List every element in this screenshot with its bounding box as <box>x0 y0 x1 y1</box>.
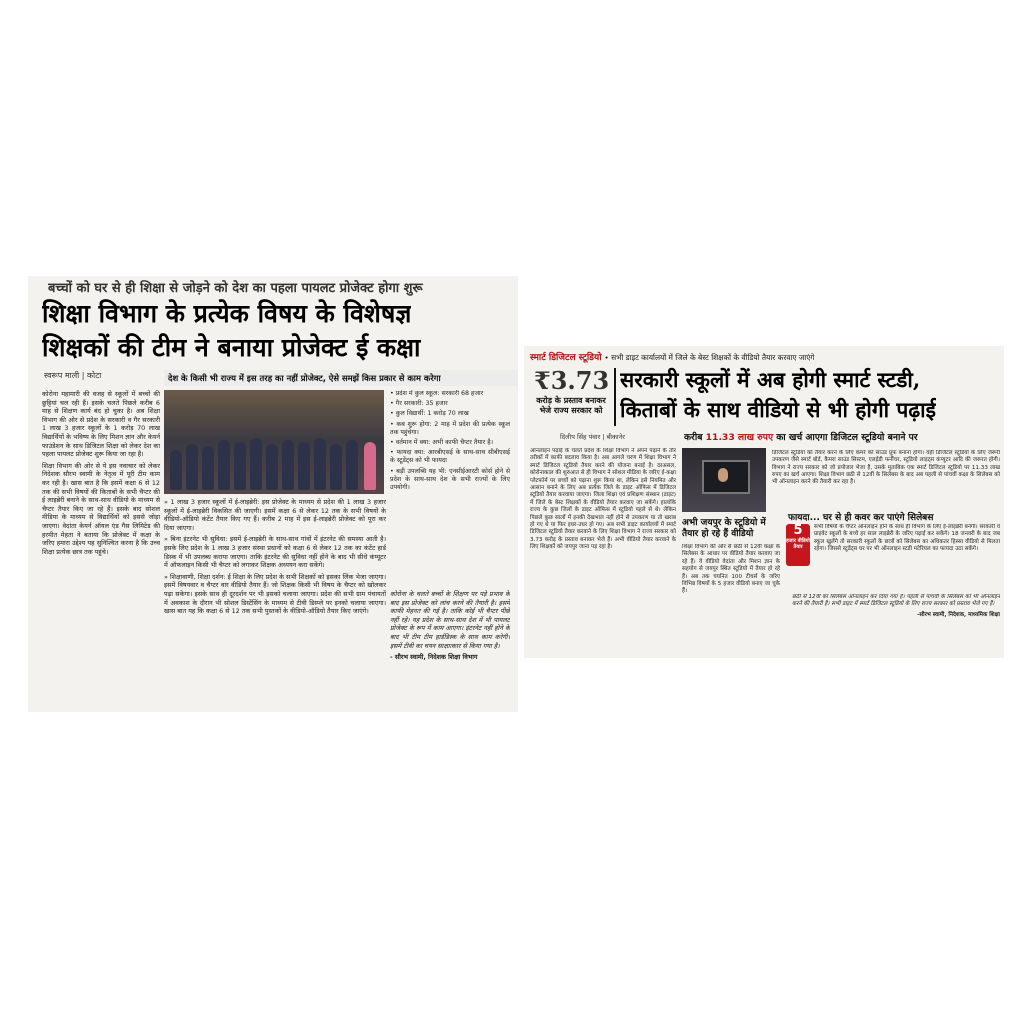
left-subhead: देश के किसी भी राज्य में इस तरह का नहीं प्रोजेक्ट, ऐसे समझें किस प्रकार से काम करेगा <box>164 370 518 386</box>
right-tag-text: • सभी डाइट कार्यालयों में जिले के बेस्ट शिक्षकों के वीडियो तैयार करवाए जाएंगे <box>604 353 815 362</box>
studio-photo <box>682 448 766 512</box>
right-amount: ₹3.73 <box>534 366 610 395</box>
right-subhead <box>684 429 1000 447</box>
right-tag: स्मार्ट डिजिटल स्टूडियो <box>530 353 602 363</box>
left-news-clipping <box>28 276 518 712</box>
right-subhead-post: का खर्च आएगा डिजिटल स्टूडियो बनाने पर <box>776 432 918 443</box>
sidebar-item: • बड़ी उपलब्धि यह भी: एनसीईआरटी कोर्स होने से प्रदेश के साथ-साथ देश के सभी राज्यों के लिए उपयोगी। <box>390 467 510 492</box>
sidebar-item: • वर्तमान में क्या: अभी काफी चैप्टर तैयार है। <box>390 439 493 447</box>
left-quote: कोरोना के चलते बच्चों के शिक्षण पर पड़े प्रभाव के बाद इस प्रोजेक्ट को लांच करने की तैयारी है। इसमें काफी मेहनत की गई है। ताकि कोई भी चैप्टर पीछे नहीं रहे। यह प्रदेश के साथ-साथ देश में भी पायलट प्रोजेक्ट के रूप में काम आएगा। इंटरनेट नहीं होने के बाद भी टीम टीम हार्डडिस्क के साथ काम करेगी। इसमें टीवी का चयन साक्षात्कार से किया गया है। <box>390 590 510 650</box>
right-subhead-amount: 11.33 लाख रुपए <box>705 432 774 443</box>
right-column-1: ऑनलाइन पढ़ाई के चलते प्रदेश के शिक्षा विभाग ने अपने पढ़ाने के तौर तरीकों में काफी बदलाव किया है। अब आगले चरण में शिक्षा विभाग ने स्मार्ट डिजिटल स्टूडियो तैयार करने की योजना बनाई है। दरअसल, कोरोनाकाल की शुरुआत से ही विभाग ने सोशल मीडिया के जरिए ई-कक्षा प्लेटफॉर्म पर बच्चों को पढ़ाना शुरू किया था, लेकिन इसे नियमित और आसान बनाने के लिए अब प्रत्येक जिले के डाइट ऑफिस में डिजिटल स्टूडियो तैयार करवाया जाएगा। जिला शिक्षा एवं प्रशिक्षण संस्थान (डाइट) में जिले के बेस्ट शिक्षकों के वीडियो तैयार करवाए जा सकेंगे। हालांकि राज्य के कुछ जिलों के डाइट ऑफिस में स्टूडियो पहले से थे। लेकिन पिछले कुछ सालों में इनकी देखभाल नहीं होने से उपकरण या तो खराब हो गए थे या फिर इधर-उधर हो गए। अब सभी डाइट कार्यालयों में स्मार्ट डिजिटल स्टूडियो तैयार करवाने के लिए शिक्षा विभाग ने राज्य सरकार को 3.73 करोड़ के प्रस्ताव बनाकर भेजे हैं। अभी वीडियो तैयार करवाने के लिए शिक्षकों को जयपुर जाना पड़ रहा है। <box>530 448 676 551</box>
right-headline-line2: किताबों के साथ वीडियो से भी होगी पढ़ाई <box>620 397 936 422</box>
sidebar-item: • फायदा क्या: आरबीएसई के साथ-साथ सीबीएसई के स्टूडेंट्स को भी फायदा <box>390 449 510 465</box>
left-quote-author: - सौरभ स्वामी, निदेशक शिक्षा विभाग <box>390 653 478 662</box>
right-news-clipping <box>524 346 1004 658</box>
right-byline: दिलीप सिंह पंवार | बीकानेर <box>560 433 625 441</box>
left-col1-paragraph: कोरोना महामारी की वजह से स्कूलों में बच्चों की छुट्टियां चल रही हैं। इसके चलते पिछले करीब 6 माह से शिक्षण कार्य बंद हो चुका है। अब शिक्षा विभाग की ओर से प्रदेश के सरकारी व गैर सरकारी 1 लाख 3 हजार स्कूलों के 1 करोड़ 70 लाख विद्यार्थियों के भविष्य के लिए मिशन ज्ञान और केयर्न फाउंडेशन के साथ डिजिटल शिक्षा को लेकर देश का पहला पायलट प्रोजेक्ट शुरू किया जा रहा है। <box>42 390 160 459</box>
left-kicker: बच्चों को घर से ही शिक्षा से जोड़ने को देश का पहला पायलट प्रोजेक्ट होगा शुरू <box>48 281 423 296</box>
left-column-1 <box>42 390 160 712</box>
badge-caption: हजार वीडियो तैयार <box>786 538 810 550</box>
left-headline-line1: शिक्षा विभाग के प्रत्येक विषय के विशेषज्ञ <box>42 299 412 328</box>
right-top-paragraph: डिजिटल स्टूडियो को तैयार करने के लिए कमरे को साउंड प्रूफ बनाना होगा। वहीं डिजिटल स्टूडियो के लिए जरूरी उपकरण जैसे स्मार्ट बोर्ड, कैमरा साउंड सिस्टम, एलईडी फर्नीचर, स्टूडियो लाइट्स कंप्यूटर आदि की जरूरत होगी। विभाग ने राज्य सरकार को जो प्रपोजल भेजा है, उसके मुताबिक एक स्मार्ट डिजिटल स्टूडियो पर 11.33 लाख रुपए का खर्च आएगा। शिक्षा विभाग छठी से 12वीं के सिलेबस के बाद अब पहली से पांचवीं कक्षा के सिलेबस को भी ऑनलाइन करने की तैयारी कर रहा है। <box>772 450 1000 486</box>
sidebar-item: • कब शुरू होगा: 2 माह में प्रदेश की प्रत्येक स्कूल तक पहुंचेगा। <box>390 420 510 436</box>
sidebar-item: • प्रदेश में कुल स्कूल: सरकारी 68 हजार <box>390 390 484 397</box>
badge-number: 5 <box>793 523 803 538</box>
left-sidebar <box>390 390 510 586</box>
left-quote-box <box>390 590 510 712</box>
left-mid-paragraph: » शिक्षावाणी, शिक्षा दर्शन: ई शिक्षा के लिए प्रदेश के सभी शिक्षकों को इसका लिंक भेजा जाएगा। इसमें विषयवार व चैप्टर वार वीडियो तैयार हैं। जो शिक्षक किसी भी विषय के चैप्टर को खोलकर पढ़ा सकेगा। इसके साथ ही दूरदर्शन पर भी इसको चलाया जाएगा। प्रदेश की सभी ग्राम पंचायतों में अवकाश के दौरान भी सोशल डिस्टेंसिंग के माध्यम से टीवी डिस्प्ले पर इनको चलाया जाएगा। खास बात यह कि कक्षा 6 से 12 तक सभी पुस्तकों के वीडियो-ऑडियो तैयार किए जाएंगे। <box>164 572 386 616</box>
right-quote-author: -सौरभ स्वामी, निदेशक, माध्यमिक शिक्षा <box>917 611 1000 618</box>
right-headline-line1: सरकारी स्कूलों में अब होगी स्मार्ट स्टडी, <box>620 367 921 392</box>
videos-badge <box>786 524 810 566</box>
left-column-mid <box>164 498 386 712</box>
team-photo <box>164 390 384 494</box>
right-quote: छठी से 12वीं का सिलेबस ऑनलाइन कर दिया गया है। पहली से पांचवीं के सिलेबस को भी ऑनलाइन करने की तैयारी है। सभी डाइट में स्मार्ट डिजिटल स्टूडियो के लिए राज्य सरकार को प्रस्ताव भेजे गए हैं। <box>792 594 1000 608</box>
right-quote-box <box>792 594 1000 650</box>
left-col1-paragraph: शिक्षा विभाग की ओर से ये इस नवाचार को लेकर निदेशक सौरभ स्वामी के नेतृत्व में पूरी टीम काम कर रही है। खास बात है कि इसमें कक्षा 6 से 12 तक की सभी विषयों की किताबों के सभी चैप्टर की ई लाइब्रेरी बनाने के साथ-साथ वीडियो के माध्यम से चैप्टर तैयार किए जा रहे हैं। इसके बाद सोशल मीडिया के माध्यम से विद्यार्थियों को इससे जोड़ा जाएगा। वेदांता केयर्न ऑयल एंड गैस लिमिटेड की हरमीत मेहता ने बताया कि प्रोजेक्ट में कक्षा के जरिए हमारा उद्देश्य यह सुनिश्चित करना है कि उच्च शिक्षा प्रत्येक छात्र तक पहुंचे। <box>42 461 160 556</box>
left-mid-paragraph: » बिना इंटरनेट भी सुविधा: इसमें ई-लाइब्रेरी के साथ-साथ गांवों में इंटरनेट की समस्या आती है। इसके लिए प्रदेश के 1 लाख 3 हजार संस्था प्रधानों को कक्षा 6 से लेकर 12 तक का कंटेंट हार्ड डिस्क में भी उपलब्ध कराया जाएगा। ताकि इंटरनेट की सुविधा नहीं होने के बाद भी सीधे कंप्यूटर में ऑफलाइन किसी भी चैप्टर को लगाकर शिक्षक अध्ययन करा सकेंगे। <box>164 535 386 570</box>
fayda-body: सभी विषयों के चैप्टर ऑनलाइन होने के साथ ही विभाग के लिए ई-लाइब्रेरी बनेगी। सरकारी व प्राइवेट स्कूलों के बच्चे हर साल लाइब्रेरी के जरिए पढ़ाई कर सकेंगे। 18 जनवरी के बाद जब स्कूल खुलेंगे तो सरकारी स्कूलों के छात्रों को सिलेबस का अधिकतर हिस्सा वीडियो से मिलता रहेगा। जिससे स्टूडेंट्स घर पर भी ऑनलाइन स्टडी मटेरियल का फायदा उठा सकेंगे। <box>814 524 1000 552</box>
jaipur-body: शिक्षा विभाग की ओर से छठी से 12वीं कक्षा के सिलेबस के आधार पर वीडियो तैयार करवाए जा रहे हैं। ये वीडियो वेदांता और मिशन ज्ञान के सहयोग से जयपुर स्थित स्टूडियो में तैयार हो रहे हैं। अब तक चयनित 100 टीचर्स के जरिए विभिन्न विषयों के 5 हजार वीडियो बनाए जा चुके हैं। <box>682 544 780 595</box>
sidebar-item: • कुल विद्यार्थी: 1 करोड़ 70 लाख <box>390 410 469 418</box>
left-mid-paragraph: » 1 लाख 3 हजार स्कूलों में ई-लाइब्रेरी: इस प्रोजेक्ट के माध्यम से प्रदेश की 1 लाख 3 हजार स्कूलों में ई-लाइब्रेरी विकसित की जाएगी। इसमें कक्षा 6 से लेकर 12 तक के सभी विषयों के वीडियो-ऑडियो कंटेंट तैयार किए गए हैं। करीब 2 माह में इस ई-लाइब्रेरी प्रोजेक्ट को पूरा कर दिया जाएगा। <box>164 498 386 532</box>
left-headline-line2: शिक्षकों की टीम ने बनाया प्रोजेक्ट ई कक्षा <box>42 333 421 362</box>
sidebar-item: • गैर सरकारी: 35 हजार <box>390 400 448 408</box>
fayda-heading: फायदा... घर से ही कवर कर पाएंगे सिलेबस <box>788 513 934 523</box>
jaipur-heading: अभी जयपुर के स्टूडियो में तैयार हो रहे हैं वीडियो <box>682 518 766 539</box>
presenter-figure <box>718 468 728 482</box>
left-byline: स्वरूप माली | कोटा <box>44 371 102 380</box>
right-tag-row <box>530 350 814 363</box>
right-amount-caption: करोड़ के प्रस्ताव बनाकर भेजे राज्य सरकार को <box>536 396 606 415</box>
right-subhead-pre: करीब <box>684 432 703 443</box>
right-divider <box>614 368 616 426</box>
